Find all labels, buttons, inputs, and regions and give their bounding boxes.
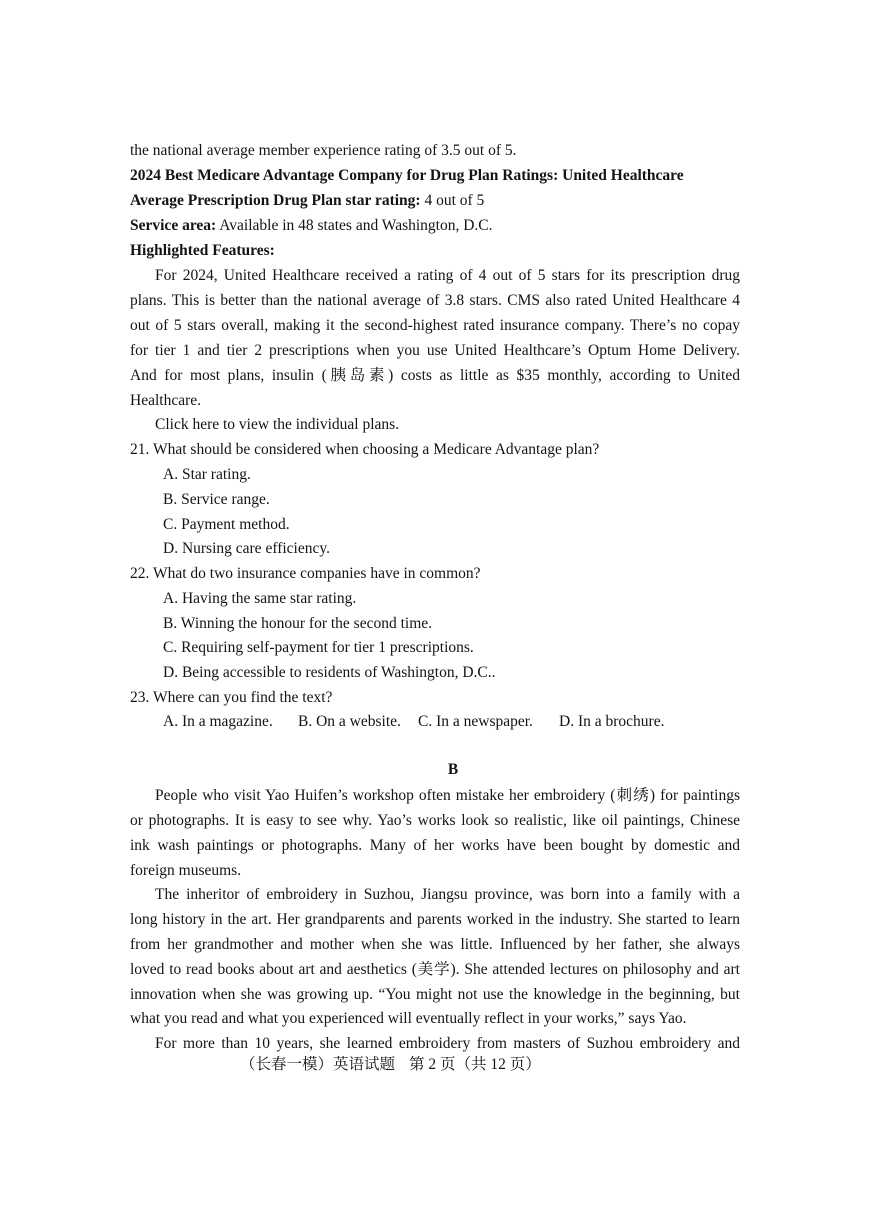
paragraph-line: or photographs. It is easy to see why. Yao’s works look so realistic, like oil paintings, Chinese: [130, 812, 740, 829]
question-22-stem: 22. What do two insurance companies have in common?: [130, 565, 481, 582]
question-22-option-b: B. Winning the honour for the second time.: [163, 615, 433, 632]
section-b-heading: B: [447, 761, 459, 778]
paragraph-line: long history in the art. Her grandparents and parents worked in the industry. She started to learn: [130, 911, 740, 928]
paragraph-line: For 2024, United Healthcare received a rating of 4 out of 5 stars for its prescription drug: [155, 267, 740, 284]
paragraph-line: what you read and what you experienced will eventually reflect in your works,” says Yao.: [130, 1010, 687, 1027]
question-22-option-c: C. Requiring self-payment for tier 1 prescriptions.: [163, 639, 474, 656]
paragraph-line: for tier 1 and tier 2 prescriptions when you use United Healthcare’s Optum Home Delivery.: [130, 342, 740, 359]
page-footer: [240, 1055, 555, 1075]
question-21-stem: 21. What should be considered when choosing a Medicare Advantage plan?: [130, 441, 600, 458]
highlighted-features-heading: Highlighted Features:: [130, 242, 275, 259]
star-rating-line: [130, 191, 740, 211]
question-22-option-d: D. Being accessible to residents of Washington, D.C..: [163, 664, 496, 681]
paragraph-line: out of 5 stars overall, making it the second-highest rated insurance company. There’s no copay: [130, 317, 740, 334]
question-22-option-a: A. Having the same star rating.: [163, 590, 357, 607]
service-area-line: [130, 216, 740, 236]
question-21-option-c: C. Payment method.: [163, 516, 290, 533]
question-23-option-c: C. In a newspaper.: [418, 713, 533, 730]
question-23-options: [163, 712, 773, 732]
paragraph-line: foreign museums.: [130, 862, 242, 879]
paragraph-line: People who visit Yao Huifen’s workshop often mistake her embroidery (刺绣) for paintings: [155, 787, 740, 804]
paragraph-line: And for most plans, insulin (胰岛素) costs as little as $35 monthly, according to United: [130, 367, 740, 384]
click-here-line: Click here to view the individual plans.: [155, 416, 400, 433]
question-21-option-b: B. Service range.: [163, 491, 270, 508]
question-23-option-b: B. On a website.: [298, 713, 401, 730]
footer-exam-title: （长春一模）英语试题: [240, 1056, 396, 1073]
passage-a-line: the national average member experience rating of 3.5 out of 5.: [130, 142, 517, 159]
paragraph-line: For more than 10 years, she learned embroidery from masters of Suzhou embroidery and: [155, 1035, 740, 1052]
paragraph-line: The inheritor of embroidery in Suzhou, Jiangsu province, was born into a family with a: [155, 886, 740, 903]
service-area-value: Available in 48 states and Washington, D.C.: [216, 217, 493, 234]
star-rating-value: 4 out of 5: [420, 192, 485, 209]
question-21-option-a: A. Star rating.: [163, 466, 251, 483]
paragraph-line: plans. This is better than the national average of 3.8 stars. CMS also rated United Healthcare 4: [130, 292, 740, 309]
service-area-label: Service area:: [130, 217, 217, 234]
paragraph-line: loved to read books about art and aesthetics (美学). She attended lectures on philosophy and art: [130, 961, 740, 978]
question-23-stem: 23. Where can you find the text?: [130, 689, 333, 706]
question-23-option-a: A. In a magazine.: [163, 713, 273, 730]
paragraph-line: ink wash paintings or photographs. Many of her works have been bought by domestic and: [130, 837, 740, 854]
footer-page-number: 第 2 页（共 12 页）: [409, 1056, 541, 1073]
paragraph-line: from her grandmother and mother when she was little. Influenced by her father, she always: [130, 936, 740, 953]
question-23-option-d: D. In a brochure.: [559, 713, 665, 730]
award-heading: 2024 Best Medicare Advantage Company for Drug Plan Ratings: United Healthcare: [130, 167, 684, 184]
star-rating-label: Average Prescription Drug Plan star rating:: [130, 192, 421, 209]
paragraph-line: innovation when she was growing up. “You might not use the knowledge in the beginning, but: [130, 986, 740, 1003]
paragraph-line: Healthcare.: [130, 392, 201, 409]
question-21-option-d: D. Nursing care efficiency.: [163, 540, 330, 557]
